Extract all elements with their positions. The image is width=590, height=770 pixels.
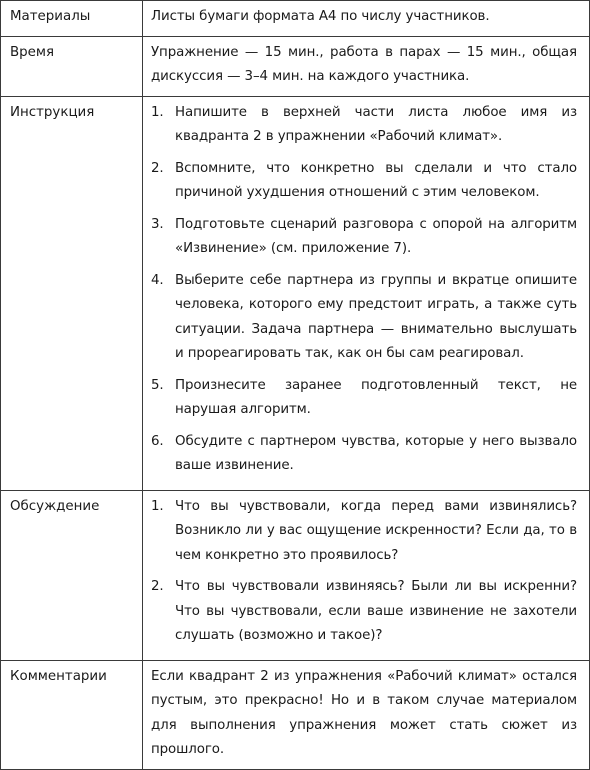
item-text: Напишите в верхней части листа любое имя из квадранта 2 в упражнении «Рабочий климат». [175, 104, 577, 144]
item-text: Выберите себе партнера из группы и вкратце опишите человека, которого ему предстоит играть, а также суть ситуации. Задача партнера — внимательно выслушать и прореагировать так, как он бы сам реагировал. [175, 272, 577, 361]
list-item [151, 575, 577, 649]
row-instruction [1, 96, 590, 490]
item-text: Обсудите с партнером чувства, которые у него вызвало ваше извинение. [175, 433, 577, 473]
list-item [151, 374, 577, 423]
row-comments [1, 660, 590, 769]
list-item [151, 430, 577, 479]
row-label: Обсуждение [1, 490, 143, 660]
item-number: 1. [151, 104, 164, 120]
item-number: 4. [151, 272, 164, 288]
row-content [143, 490, 590, 660]
discussion-list [151, 495, 577, 649]
row-label: Комментарии [1, 660, 143, 769]
row-label: Материалы [1, 1, 143, 37]
row-text: Упражнение — 15 мин., работа в парах — 15 мин., общая дискуссия — 3–4 мин. на каждого участника. [143, 36, 590, 96]
item-text: Произнесите заранее подготовленный текст, не нарушая алгоритм. [175, 377, 577, 417]
row-label: Время [1, 36, 143, 96]
list-item [151, 213, 577, 262]
row-time [1, 36, 590, 96]
list-item [151, 495, 577, 569]
list-item [151, 157, 577, 206]
item-number: 3. [151, 216, 164, 232]
row-label: Инструкция [1, 96, 143, 490]
item-text: Подготовьте сценарий разговора с опорой на алгоритм «Извинение» (см. приложение 7). [175, 216, 577, 256]
item-number: 6. [151, 433, 164, 449]
item-number: 2. [151, 579, 164, 594]
item-text: Что вы чувствовали, когда перед вами извинялись? Возникло ли у вас ощущение искренности? Если да, то в чем конкретно это проявилось? [175, 498, 577, 563]
item-number: 2. [151, 160, 164, 176]
row-text: Листы бумаги формата А4 по числу участников. [143, 1, 590, 37]
row-discussion [1, 490, 590, 660]
row-text: Если квадрант 2 из упражнения «Рабочий климат» остался пустым, это прекрасно! Но и в таком случае материалом для выполнения упражнения может стать сюжет из прошлого. [143, 660, 590, 769]
row-materials [1, 1, 590, 37]
instruction-list [151, 101, 577, 479]
row-content [143, 96, 590, 490]
item-number: 5. [151, 377, 164, 393]
item-text: Вспомните, что конкретно вы сделали и что стало причиной ухудшения отношений с этим человеком. [175, 160, 577, 200]
item-text: Что вы чувствовали извиняясь? Были ли вы искренни? Что вы чувствовали, если ваше извинение не захотели слушать (возможно и такое)? [175, 579, 577, 643]
item-number: 1. [151, 498, 164, 514]
list-item [151, 101, 577, 150]
list-item [151, 269, 577, 367]
